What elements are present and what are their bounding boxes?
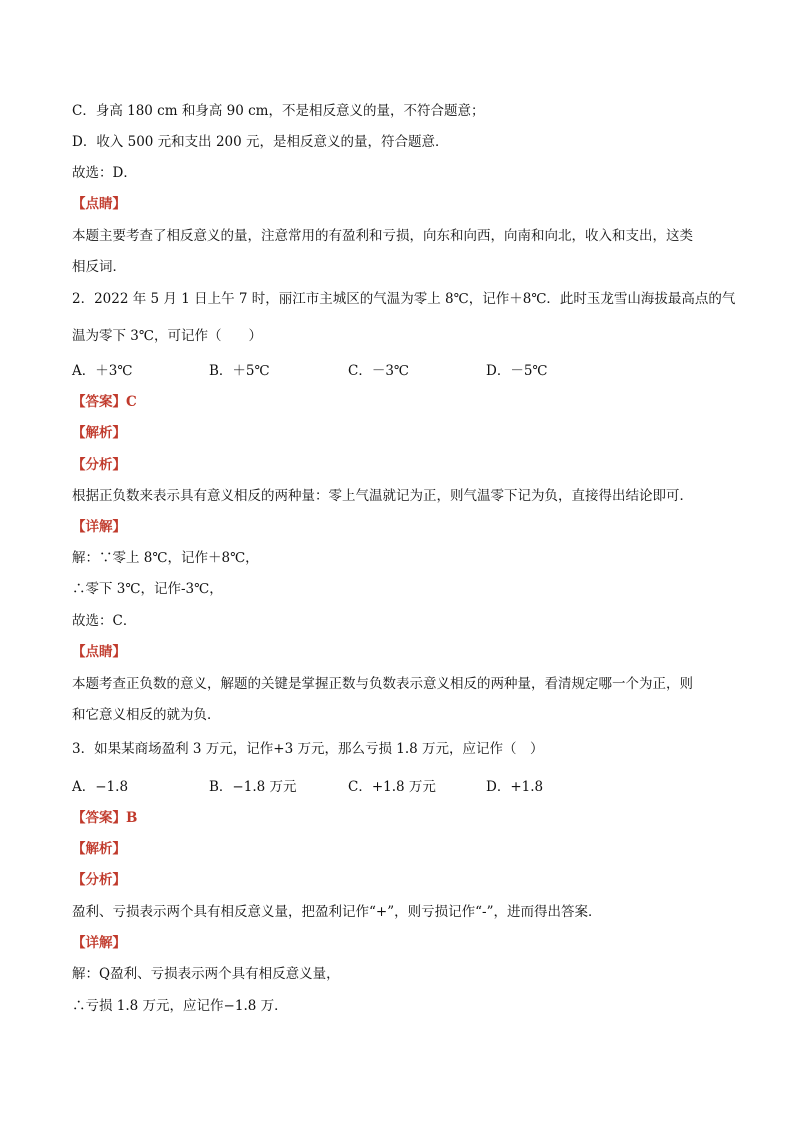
section-heading-comment: 【点睛】 (72, 644, 126, 660)
option-c-explanation: C．身高 180 cm 和身高 90 cm，不是相反意义的量，不符合题意； (72, 103, 485, 119)
comment-text: 本题主要考查了相反意义的量，注意常用的有盈利和亏损，向东和向西，向南和向北，收入和支出，这类 (72, 228, 693, 244)
solution-step-2: ∴亏损 1.8 万元，应记作−1.8 万． (72, 998, 288, 1014)
comment-text: 本题考查正负数的意义，解题的关键是掌握正数与负数表示意义相反的两种量，看清规定哪一个为正，则 (72, 676, 693, 692)
answer-choice: 故选：C． (72, 613, 137, 629)
section-heading-answer: 【答案】B (72, 810, 138, 826)
explanation-text: 根据正负数来表示具有意义相反的两种量：零上气温就记为正，则气温零下记为负，直接得出结论即可． (72, 488, 693, 504)
question-2-text: 2．2022 年 5 月 1 日上午 7 时，丽江市主城区的气温为零上 8℃，记作＋8℃．此时玉龙雪山海拔最高点的气 (72, 291, 736, 307)
q2-option-a: A．＋3℃ (72, 363, 133, 379)
section-heading-detail: 【详解】 (72, 935, 126, 951)
solution-step-2: ∴零下 3℃，记作-3℃， (72, 581, 223, 597)
option-d-explanation: D．收入 500 元和支出 200 元，是相反意义的量，符合题意． (72, 134, 449, 150)
section-heading-explanation: 【分析】 (72, 872, 126, 888)
section-heading-analysis: 【解析】 (72, 425, 126, 441)
answer-choice: 故选：D． (72, 165, 137, 181)
section-heading-answer: 【答案】C (72, 394, 137, 410)
explanation-text: 盈利、亏损表示两个具有相反意义量，把盈利记作“+”，则亏损记作“-”，进而得出答案． (72, 904, 602, 920)
section-heading-explanation: 【分析】 (72, 457, 126, 473)
question-3-text: 3．如果某商场盈利 3 万元，记作+3 万元，那么亏损 1.8 万元，应记作（ ） (72, 741, 544, 757)
comment-text-continued: 相反词． (72, 259, 126, 275)
q2-option-d: D．－5℃ (486, 363, 548, 379)
solution-step-1: 解：Q盈利、亏损表示两个具有相反意义量， (72, 966, 340, 982)
q3-option-b: B．−1.8 万元 (209, 779, 297, 795)
q3-option-c: C．+1.8 万元 (348, 779, 436, 795)
section-heading-detail: 【详解】 (72, 519, 126, 535)
section-heading-comment: 【点睛】 (72, 196, 126, 212)
q2-option-c: C．－3℃ (348, 363, 410, 379)
q2-option-b: B．＋5℃ (209, 363, 270, 379)
question-2-text-continued: 温为零下 3℃，可记作（ ） (72, 328, 262, 344)
q3-option-a: A．−1.8 (72, 779, 129, 795)
comment-text-continued: 和它意义相反的就为负． (72, 707, 221, 723)
section-heading-analysis: 【解析】 (72, 841, 126, 857)
q3-option-d: D．+1.8 (486, 779, 544, 795)
solution-step-1: 解：∵零上 8℃，记作＋8℃， (72, 550, 259, 566)
